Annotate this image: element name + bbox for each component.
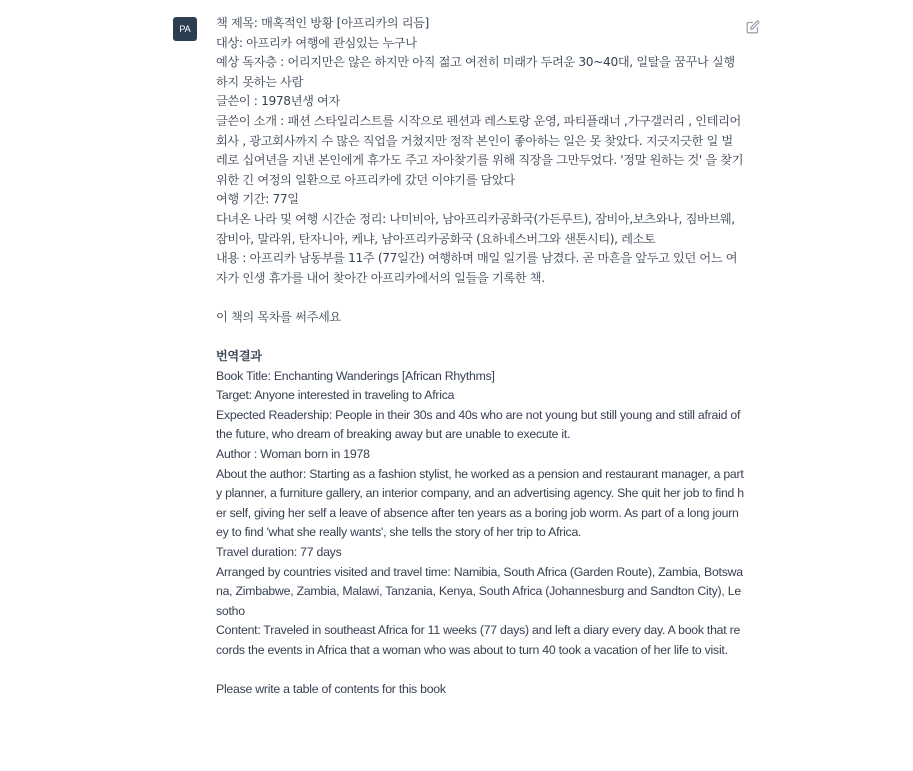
- prompt-line-countries: 다녀온 나라 및 여행 시간순 정리: 나미비아, 남아프리카공화국(가든루트), 잠비아,보츠와나, 짐바브웨, 잠비아, 말라위, 탄자니아, 케냐, 남아프리카공화국 (요하네스버그와 샌톤시티), 레소토: [216, 211, 735, 246]
- prompt-line-author: 글쓴이 : 1978년생 여자: [216, 94, 340, 109]
- prompt-line-content: 내용 : 아프리카 남동부를 11주 (77일간) 여행하며 매일 일기를 남겼다. 곧 마흔을 앞두고 있던 어느 여자가 인생 휴가를 내어 찾아간 아프리카에서의 일들을 기록한 책.: [216, 251, 738, 285]
- spacer: [216, 328, 744, 348]
- translation-heading: 번역결과: [216, 349, 262, 364]
- user-avatar: PA: [173, 17, 197, 41]
- translation-line-readership: Expected Readership: People in their 30s and 40s who are not young but still young and still afraid of the future, who dream of breaking away but are unable to execute it.: [216, 407, 741, 442]
- prompt-line-duration: 여행 기간: 77일: [216, 192, 299, 207]
- translation-block: [216, 367, 744, 700]
- translation-line-author: Author : Woman born in 1978: [216, 447, 370, 462]
- translation-line-title: Book Title: Enchanting Wanderings [African Rhythms]: [216, 368, 495, 383]
- prompt-line-title: 책 제목: 매혹적인 방황 [아프리카의 리듬]: [216, 16, 429, 30]
- translation-line-content: Content: Traveled in southeast Africa for 11 weeks (77 days) and left a diary every day. A book that records the events in Africa that a woman who was about to turn 40 took a vacation of her life to visit.: [216, 623, 741, 657]
- prompt-line-readership: 예상 독자층 : 어리지만은 않은 하지만 아직 젊고 여전히 미래가 두려운 30~40대, 일탈을 꿈꾸나 실행하지 못하는 사람: [216, 55, 735, 89]
- edit-icon[interactable]: [745, 19, 761, 35]
- translation-question: Please write a table of contents for this book: [216, 682, 446, 697]
- prompt-line-about-author: 글쓴이 소개 : 패션 스타일리스트를 시작으로 펜션과 레스토랑 운영, 파티플래너 ,가구갤러리 , 인테리어 회사 , 광고회사까지 수 많은 직업을 거쳤지만 정작 본인이 좋아하는 일은 못 찾았다. 지긋지긋한 일 벌레로 십여년을 지낸 본인에게 휴가도 주고 자아찾기를 위해 직장을 그만두었다. '정말 원하는 것' 을 찾기 위한 긴 여정의 일환으로 아프리카에 갔던 이야기를 담았다: [216, 113, 744, 187]
- spacer: [216, 661, 744, 681]
- prompt-question: 이 책의 목차를 써주세요: [216, 309, 341, 324]
- translation-line-countries: Arranged by countries visited and travel time: Namibia, South Africa (Garden Route), Zambia, Botswana, Zimbabwe, Zambia, Malawi, Tanzania, Kenya, South Africa (Johannesburg and Sandton City), Lesotho: [216, 564, 743, 618]
- translation-line-about-author: About the author: Starting as a fashion stylist, he worked as a pension and restaurant manager, a party planner, a furniture gallery, an interior company, and an advertising agency. She quit her job to find her self, giving her self a leave of absence after ten years as a boring job worm. As part of a long journey to find 'what she really wants', she tells the story of her trip to Africa.: [216, 466, 744, 540]
- spacer: [216, 288, 744, 308]
- translation-line-duration: Travel duration: 77 days: [216, 545, 342, 560]
- message-content: [216, 14, 744, 700]
- prompt-line-target: 대상: 아프리카 여행에 관심있는 누구나: [216, 35, 417, 50]
- translation-line-target: Target: Anyone interested in traveling to Africa: [216, 388, 455, 403]
